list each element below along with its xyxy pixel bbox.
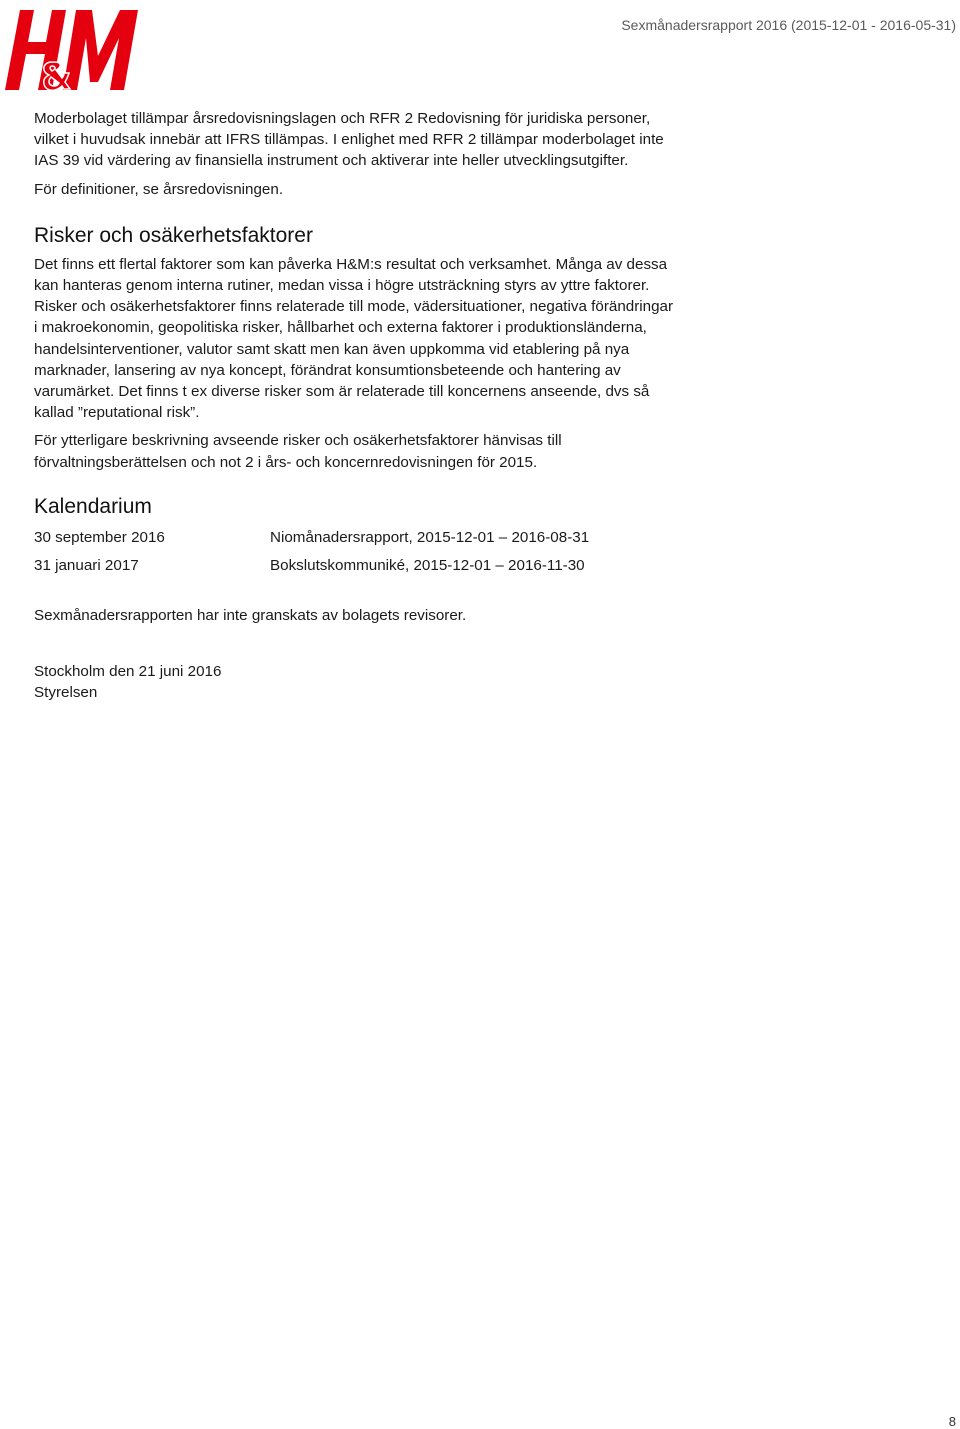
report-title: Sexmånadersrapport 2016 (2015-12-01 - 2016-05-31): [621, 17, 956, 33]
risks-reference-paragraph: För ytterligare beskrivning avseende risker och osäkerhetsfaktorer hänvisas till förvaltningsberättelsen och not 2 i års- och koncernredovisningen för 2015.: [34, 432, 562, 471]
risks-heading: Risker och osäkerhetsfaktorer: [34, 223, 313, 247]
calendar-event: [34, 555, 674, 576]
risks-paragraph: Det finns ett flertal faktorer som kan påverka H&M:s resultat och verksamhet. Många av dessa kan hanteras genom interna rutiner, medan vissa i högre utsträckning styrs av yttre faktorer. Risker och osäkerhetsfaktorer finns relaterade till mode, vädersituationer, negativa förändringar i makroekonomin, geopolitiska risker, hållbarhet och externa faktorer i produktionsländerna, handelsinterventioner, valutor samt skatt men kan även uppkomma vid etablering på nya marknader, lansering av nya koncept, förändrat konsumtionsbeteende och hantering av varumärket. Det finns t ex diverse risker som är relaterade till koncernens anseende, dvs så kallad ”reputational risk”.: [34, 255, 674, 422]
calendar-event-title: Niomånadersrapport, 2015-12-01 – 2016-08-31: [270, 528, 590, 546]
signature-place-date: Stockholm den 21 juni 2016: [34, 663, 222, 681]
hm-logo: [4, 4, 140, 96]
calendar-event: [34, 527, 674, 548]
audit-note: Sexmånadersrapporten har inte granskats av bolagets revisorer.: [34, 606, 467, 624]
calendar-event-date: 31 januari 2017: [34, 556, 139, 574]
calendar-heading: Kalendarium: [34, 494, 152, 518]
intro-paragraph: Moderbolaget tillämpar årsredovisningslagen och RFR 2 Redovisning för juridiska personer, vilket i huvudsak innebär att IFRS tillämpas. I enlighet med RFR 2 tillämpar moderbolaget inte IAS 39 vid värdering av finansiella instrument och aktiverar inte heller utvecklingsutgifter.: [34, 110, 664, 170]
calendar-event-date: 30 september 2016: [34, 528, 165, 546]
page-number: 8: [948, 1414, 956, 1429]
calendar-event-title: Bokslutskommuniké, 2015-12-01 – 2016-11-30: [270, 556, 585, 574]
signature-signer: Styrelsen: [34, 684, 98, 702]
definitions-note: För definitioner, se årsredovisningen.: [34, 180, 284, 198]
document-body: [34, 108, 674, 703]
